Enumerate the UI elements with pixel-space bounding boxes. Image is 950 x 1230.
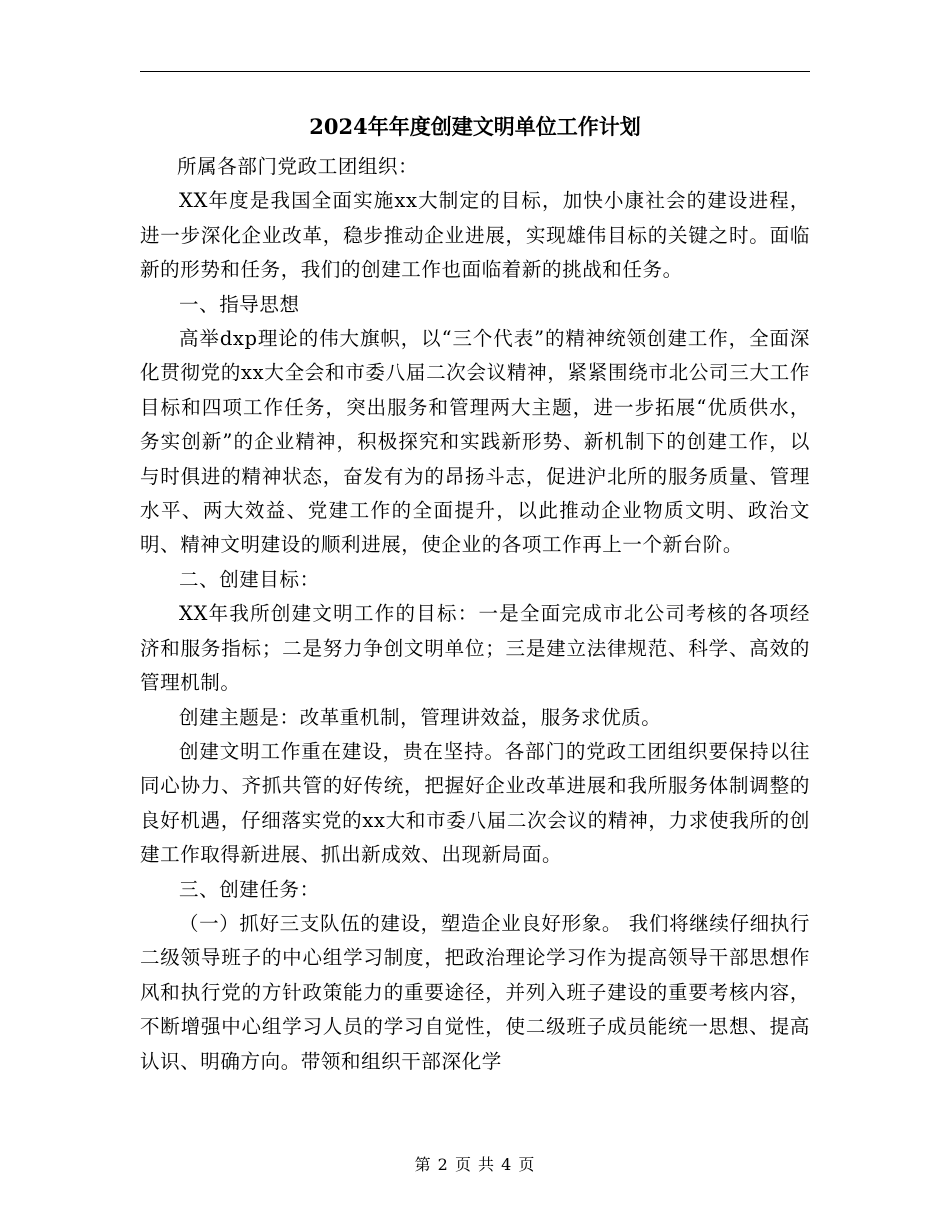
document-title: 2024年年度创建文明单位工作计划 xyxy=(309,114,641,139)
section-heading-guiding-thought: 一、指导思想 xyxy=(179,292,300,316)
salutation: 所属各部门党政工团组织： xyxy=(177,155,419,178)
section-heading-tasks: 三、创建任务： xyxy=(179,877,320,901)
document-body xyxy=(140,150,810,1079)
paragraph-theme: 创建主题是：改革重机制，管理讲效益，服务求优质。 xyxy=(179,705,662,729)
paragraph-task-one: （一）抓好三支队伍的建设，塑造企业良好形象。 我们将继续仔细执行二级领导班子的中心组学习制度，把政治理论学习作为提高领导干部思想作风和执行党的方针政策能力的重要途径，并列入班子建设的重要考核内容，不断增强中心组学习人员的学习自觉性，使二级班子成员能统一思想、提高认识、明确方向。带领和组织干部深化学 xyxy=(140,911,810,1073)
paragraph-intro: XX年度是我国全面实施xx大制定的目标，加快小康社会的建设进程，进一步深化企业改革，稳步推动企业进展，实现雄伟目标的关键之时。面临新的形势和任务，我们的创建工作也面临着新的挑战和任务。 xyxy=(140,189,810,282)
section-heading-goals: 二、创建目标： xyxy=(179,567,320,591)
paragraph-guiding-thought: 高举dxp理论的伟大旗帜，以“三个代表”的精神统领创建工作，全面深化贯彻党的xx大全会和市委八届二次会议精神，紧紧围绕市北公司三大工作目标和四项工作任务，突出服务和管理两大主题，进一步拓展“优质供水，务实创新”的企业精神，积极探究和实践新形势、新机制下的创建工作，以与时俱进的精神状态，奋发有为的昂扬斗志，促进沪北所的服务质量、管理水平、两大效益、党建工作的全面提升，以此推动企业物质文明、政治文明、精神文明建设的顺利进展，使企业的各项工作再上一个新台阶。 xyxy=(140,327,810,557)
paragraph-building: 创建文明工作重在建设，贵在坚持。各部门的党政工团组织要保持以往同心协力、齐抓共管的好传统，把握好企业改革进展和我所服务体制调整的良好机遇，仔细落实党的xx大和市委八届二次会议的精神，力求使我所的创建工作取得新进展、抓出新成效、出现新局面。 xyxy=(140,739,810,867)
page-number: 第 2 页 共 4 页 xyxy=(414,1155,536,1174)
paragraph-goals: XX年我所创建文明工作的目标：一是全面完成市北公司考核的各项经济和服务指标；二是努力争创文明单位；三是建立法律规范、科学、高效的管理机制。 xyxy=(140,602,810,695)
header-rule xyxy=(140,71,810,72)
